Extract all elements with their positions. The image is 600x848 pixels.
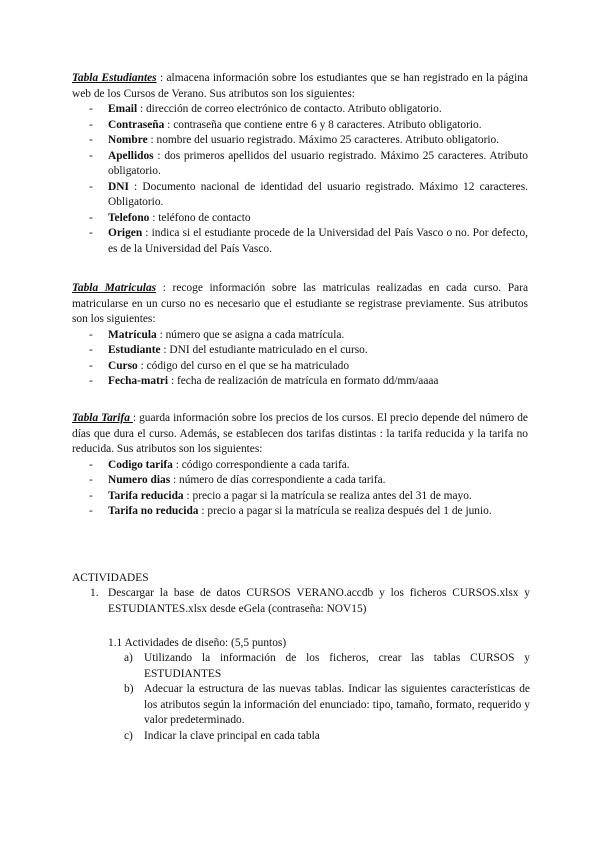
matriculas-intro: Tabla Matriculas : recoge información sobre las matriculas realizadas en cada curso. Para matricularse en un curso no es necesario que el estudiante se registrase previamente. Sus atributos son los siguientes:	[72, 282, 528, 325]
attribute-item: - Tarifa no reducida : precio a pagar si la matrícula se realiza después del 1 de junio.	[108, 504, 528, 520]
section-tarifa	[72, 411, 528, 520]
attribute-item: - Curso : código del curso en el que se ha matriculado	[108, 359, 528, 375]
attribute-item: - DNI : Documento nacional de identidad del usuario registrado. Máximo 12 caracteres. Obligatorio.	[108, 180, 528, 211]
attribute-item: - Fecha-matri : fecha de realización de matrícula en formato dd/mm/aaaa	[108, 374, 528, 390]
subactividad-item: c) Indicar la clave principal en cada tabla	[124, 729, 320, 742]
estudiantes-title: Tabla Estudiantes	[72, 72, 157, 84]
section-matriculas	[72, 281, 528, 390]
subactividad-item: a) Utilizando la información de los ficheros, crear las tablas CURSOS y ESTUDIANTES	[124, 652, 530, 680]
attribute-item: - Numero dias : número de días correspondiente a cada tarifa.	[108, 473, 528, 489]
estudiantes-attribute-list	[72, 102, 528, 257]
attribute-item: - Origen : indica si el estudiante procede de la Universidad del País Vasco o no. Por defecto, es de la Universidad del País Vasco.	[108, 226, 528, 257]
attribute-item: - Estudiante : DNI del estudiante matriculado en el curso.	[108, 343, 528, 359]
tarifa-attribute-list	[72, 458, 528, 520]
attribute-item: - Matrícula : número que se asigna a cada matrícula.	[108, 328, 528, 344]
attribute-item: - Apellidos : dos primeros apellidos del usuario registrado. Máximo 25 caracteres. Atributo obligatorio.	[108, 149, 528, 180]
attribute-item: - Contraseña : contraseña que contiene entre 6 y 8 caracteres. Atributo obligatorio.	[108, 118, 528, 134]
tarifa-intro: Tabla Tarifa : guarda información sobre los precios de los cursos. El precio depende del número de días que dura el curso. Además, se establecen dos tarifas distintas : la tarifa reducida y la tarifa no reducida. Sus atributos son los siguientes:	[72, 412, 528, 455]
matriculas-title: Tabla Matriculas	[72, 282, 157, 294]
attribute-item: - Codigo tarifa : código correspondiente a cada tarifa.	[108, 458, 528, 474]
attribute-item: - Tarifa reducida : precio a pagar si la matrícula se realiza antes del 31 de mayo.	[108, 489, 528, 505]
section-estudiantes	[72, 71, 528, 257]
actividad-text: Descargar la base de datos CURSOS VERANO.accdb y los ficheros CURSOS.xlsx y ESTUDIANTES.xlsx desde eGela (contraseña: NOV15)	[108, 587, 530, 615]
matriculas-attribute-list	[72, 328, 528, 390]
actividades-subheading: 1.1 Actividades de diseño: (5,5 puntos)	[108, 637, 287, 649]
attribute-item: - Email : dirección de correo electrónico de contacto. Atributo obligatorio.	[108, 102, 528, 118]
actividades-sublist	[124, 651, 530, 744]
actividad-number: 1.	[90, 587, 99, 599]
actividades-heading: ACTIVIDADES	[72, 572, 149, 584]
tarifa-title: Tabla Tarifa	[72, 412, 133, 424]
actividad-item-1	[90, 586, 530, 617]
subactividad-item: b) Adecuar la estructura de las nuevas tablas. Indicar las siguientes características de los atributos según la información del enunciado: tipo, tamaño, formato, requerido y valor predeterminado.	[124, 683, 530, 726]
attribute-item: - Nombre : nombre del usuario registrado. Máximo 25 caracteres. Atributo obligatorio.	[108, 133, 528, 149]
attribute-item: - Telefono : teléfono de contacto	[108, 211, 528, 227]
estudiantes-intro: Tabla Estudiantes : almacena información sobre los estudiantes que se han registrado en la página web de los Cursos de Verano. Sus atributos son los siguientes:	[72, 72, 528, 100]
